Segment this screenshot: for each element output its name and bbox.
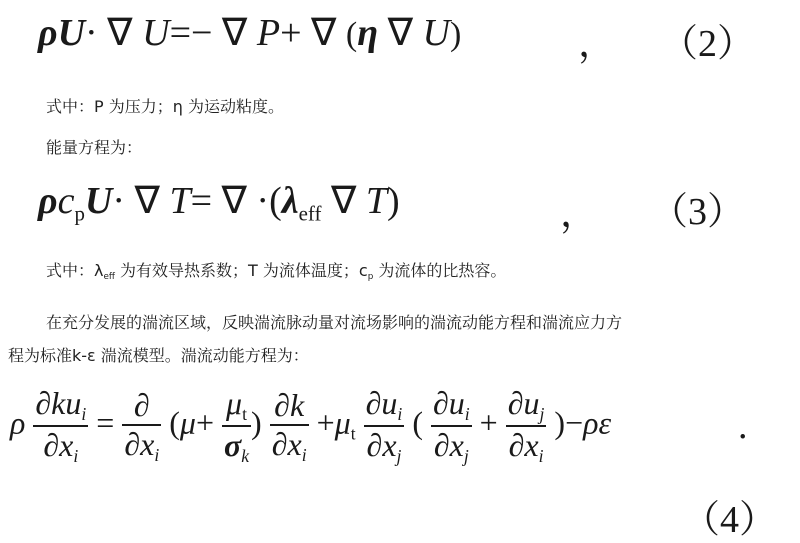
equation-2: ρU· ∇ U=− ∇ P+ ∇ (η ∇ U) (38, 12, 462, 54)
definition-prefix: 式中： (46, 261, 95, 280)
equation-3: $\rho c_pU\cdot$ ∇ T= ∇ $\cdot(\lambda_{eff}$ ∇ T) (38, 180, 400, 226)
lambda-subscript: eff (103, 272, 115, 283)
equation-4-number: （4） (682, 499, 778, 541)
lambda-symbol: λ (94, 261, 104, 280)
equation-4-period: . (738, 405, 748, 447)
cp-subscript: p (367, 272, 374, 283)
equation-3-comma: ， (560, 193, 599, 235)
energy-equation-intro: 能量方程为： (46, 138, 143, 157)
definition-paragraph-2 (46, 258, 506, 282)
definition-paragraph-1: 式中：P 为压力；η 为运动粘度。 (46, 97, 284, 116)
turbulence-paragraph-line-1: 在充分发展的湍流区域，反映湍流脉动量对流场影响的湍流动能方程和湍流应力方 (46, 313, 623, 332)
equation-2-comma: ， (578, 23, 617, 65)
definition-text-1: 为有效导热系数；T 为流体温度；c (114, 261, 368, 280)
equation-2-number: （2） (660, 23, 756, 65)
definition-text-2: 为流体的比热容。 (373, 261, 507, 280)
turbulence-paragraph-line-2: 程为标准k-ε 湍流模型。湍流动能方程为： (8, 346, 309, 365)
equation-4: ρ $\frac{\partial ku_i}{\partial x_i}$ = $\frac{\partial}{\partial x_i}$ (μ+ $\frac{\mu_t}{\sigma_k}$ ) $\frac{\partial k}{\partial x_i}$ $+\mu_t$ $\frac{\partial u_i}{\partial x_j}$ ( $\frac{\partial u_i}{\partial x_j}$ + $\frac{\partial u_j}{\partial x_i}$ )−ρε (10, 385, 612, 467)
equation-3-number: （3） (650, 191, 746, 233)
